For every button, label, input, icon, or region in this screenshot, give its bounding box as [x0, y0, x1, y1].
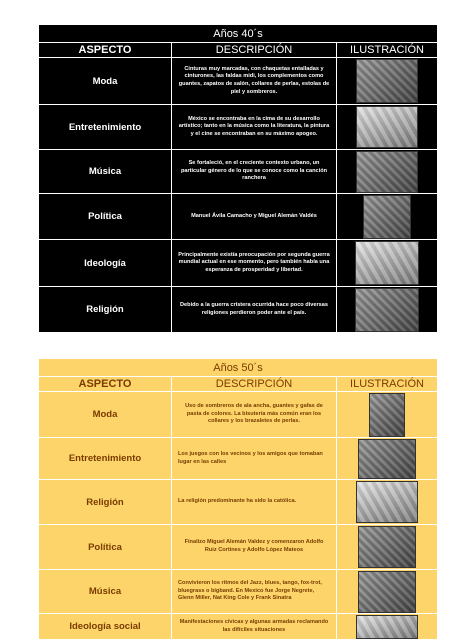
table-50s: [38, 358, 438, 640]
photo-image: [369, 393, 405, 437]
header-illustration: ILUSTRACIÓN: [337, 377, 438, 392]
description-cell: Convivieron los ritmos del Jazz, blues, tango, fox-trot, bluegrass o bigband. En Mexico fue Jorge Negrete, Glenn Miller, Nat King Cole y Frank Sinatra: [172, 570, 337, 614]
illustration-cell: [337, 194, 438, 240]
table-title: Años 40´s: [39, 25, 438, 43]
description-cell: Finalizo Miguel Alemán Valdez y comenzaron Adolfo Ruiz Cortines y Adolfo López Mateos: [172, 525, 337, 570]
photo-image: [355, 241, 419, 285]
description-cell: Se fortaleció, en el creciente contexto urbano, un particular género de lo que se conoce como la canción ranchera: [172, 150, 337, 194]
illustration-cell: [337, 614, 438, 640]
illustration-cell: [337, 105, 438, 150]
table-40s: [38, 24, 438, 333]
aspect-cell: Política: [39, 525, 172, 570]
illustration-cell: [337, 287, 438, 333]
table-row: [39, 525, 438, 570]
description-cell: México se encontraba en la cima de su desarrollo artístico; tanto en la música como la literatura, la pintura y el cine se encontraban en su máximo apogeo.: [172, 105, 337, 150]
aspect-cell: Política: [39, 194, 172, 240]
aspect-cell: Moda: [39, 392, 172, 438]
illustration-cell: [337, 58, 438, 105]
description-cell: Debido a la guerra cristera ocurrida hace poco diversas religiones perdieron poder ante el país.: [172, 287, 337, 333]
illustration-cell: [337, 150, 438, 194]
aspect-cell: Religión: [39, 480, 172, 525]
aspect-cell: Moda: [39, 58, 172, 105]
aspect-cell: Entretenimiento: [39, 438, 172, 480]
aspect-cell: Ideología: [39, 240, 172, 287]
photo-image: [355, 288, 419, 332]
table-title: Años 50´s: [39, 359, 438, 377]
description-cell: La religión predominante ha sido la católica.: [172, 480, 337, 525]
illustration-cell: [337, 570, 438, 614]
photo-image: [356, 59, 418, 103]
table-row: [39, 570, 438, 614]
table-row: [39, 150, 438, 194]
header-illustration: ILUSTRACIÓN: [337, 43, 438, 58]
description-cell: Principalmente existía preocupación por segunda guerra mundial actual en ese momento, pero también había una esperanza de prosperidad y libertad.: [172, 240, 337, 287]
aspect-cell: Música: [39, 570, 172, 614]
table-row: [39, 194, 438, 240]
table-row: [39, 287, 438, 333]
photo-image: [356, 106, 418, 148]
table-row: [39, 480, 438, 525]
description-cell: Los juegos con los vecinos y los amigos que tomaban lugar en las calles: [172, 438, 337, 480]
illustration-cell: [337, 438, 438, 480]
photo-image: [358, 571, 416, 613]
table-row: [39, 614, 438, 640]
table-row: [39, 105, 438, 150]
photo-image: [356, 615, 418, 639]
header-description: DESCRIPCIÓN: [172, 43, 337, 58]
table-row: [39, 438, 438, 480]
table-row: [39, 240, 438, 287]
header-description: DESCRIPCIÓN: [172, 377, 337, 392]
illustration-cell: [337, 392, 438, 438]
illustration-cell: [337, 525, 438, 570]
description-cell: Manifestaciones cívicas y algunas armadas reclamando las difíciles situaciones: [172, 614, 337, 640]
illustration-cell: [337, 480, 438, 525]
table-row: [39, 392, 438, 438]
photo-image: [358, 439, 416, 479]
header-aspect: ASPECTO: [39, 43, 172, 58]
table-row: [39, 58, 438, 105]
aspect-cell: Ideología social: [39, 614, 172, 640]
aspect-cell: Entretenimiento: [39, 105, 172, 150]
aspect-cell: Religión: [39, 287, 172, 333]
header-aspect: ASPECTO: [39, 377, 172, 392]
description-cell: Manuel Ávila Camacho y Miguel Alemán Valdés: [172, 194, 337, 240]
aspect-cell: Música: [39, 150, 172, 194]
photo-image: [358, 526, 416, 568]
illustration-cell: [337, 240, 438, 287]
description-cell: Cinturas muy marcadas, con chaquetas entalladas y cinturones, las faldas midi, los complementos como guantes, zapatos de salón, collares de perlas, estolas de piel y sombreros.: [172, 58, 337, 105]
description-cell: Uso de sombreros de ala ancha, guantes y gafas de pasta de colores. La bisutería más común eran los collares y los brazaletes de perlas.: [172, 392, 337, 438]
photo-image: [363, 195, 411, 239]
photo-image: [356, 481, 418, 523]
photo-image: [356, 151, 418, 193]
